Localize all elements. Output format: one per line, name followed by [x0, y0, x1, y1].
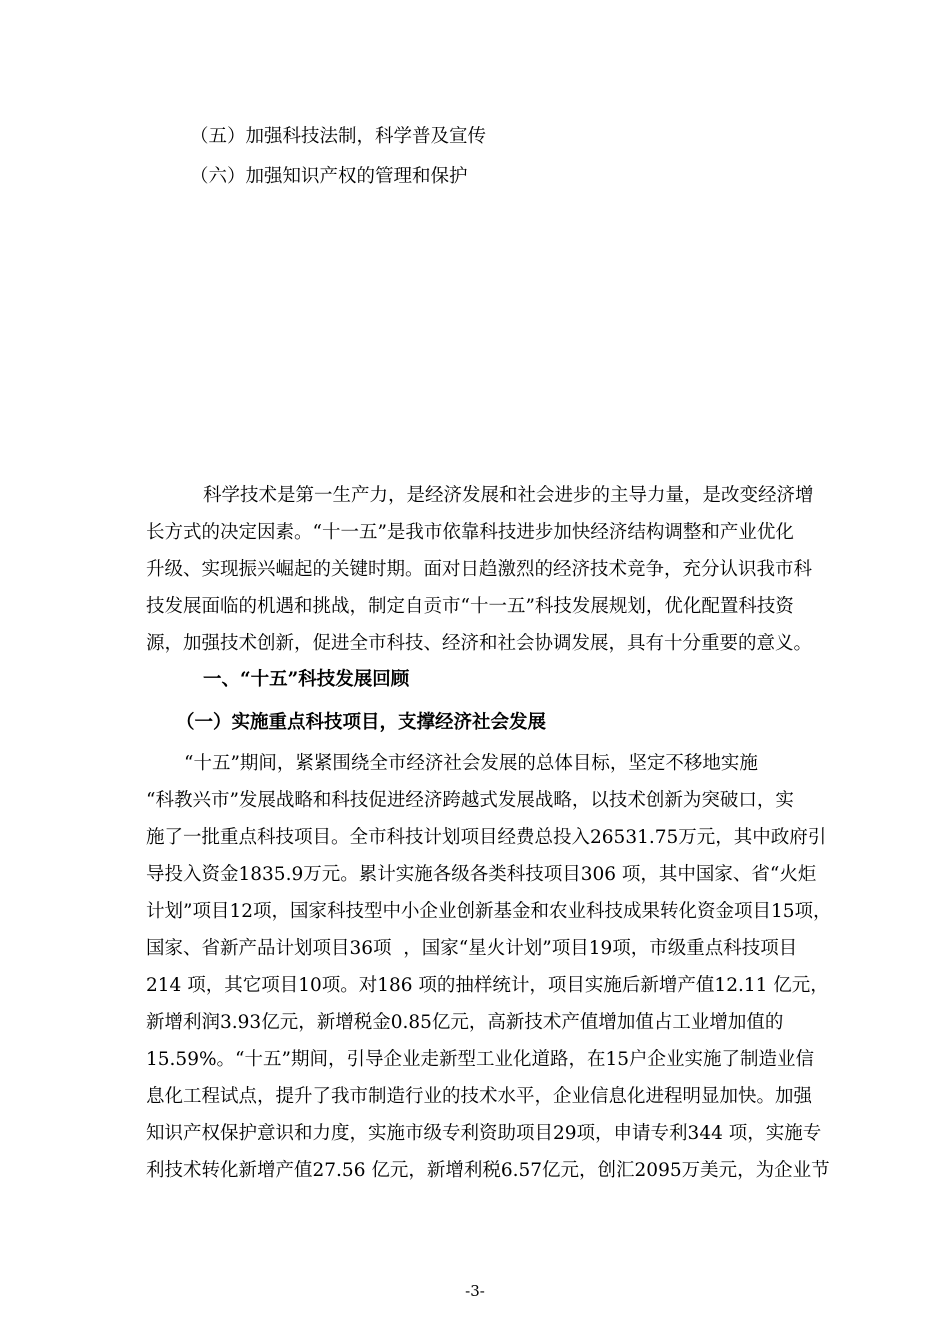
- toc-item-6: （六）加强知识产权的管理和保护: [190, 166, 468, 187]
- intro-line: 源，加强技术创新，促进全市科技、经济和社会协调发展，具有十分重要的意义。: [146, 633, 813, 654]
- body-line: 施了一批重点科技项目。全市科技计划项目经费总投入26531.75万元，其中政府引: [146, 827, 827, 848]
- subsection-heading: （一）实施重点科技项目，支撑经济社会发展: [176, 712, 547, 733]
- page-number: -3-: [465, 1282, 485, 1300]
- intro-line: 技发展面临的机遇和挑战，制定自贡市“十一五”科技发展规划，优化配置科技资: [146, 596, 794, 617]
- body-line: 15.59%。“十五”期间，引导企业走新型工业化道路，在15户企业实施了制造业信: [146, 1049, 814, 1070]
- intro-line: 科学技术是第一生产力，是经济发展和社会进步的主导力量，是改变经济增: [203, 485, 814, 506]
- body-line: 新增利润3.93亿元，新增税金0.85亿元，高新技术产值增加值占工业增加值的: [146, 1012, 784, 1033]
- body-line: 利技术转化新增产值27.56 亿元，新增利税6.57亿元，创汇2095万美元，为企业节: [146, 1160, 830, 1181]
- section-heading: 一、“十五”科技发展回顾: [203, 669, 410, 690]
- body-line: “十五”期间，紧紧围绕全市经济社会发展的总体目标，坚定不移地实施: [184, 753, 758, 774]
- body-line: 息化工程试点，提升了我市制造行业的技术水平，企业信息化进程明显加快。加强: [146, 1086, 813, 1107]
- intro-line: 长方式的决定因素。“十一五”是我市依靠科技进步加快经济结构调整和产业优化: [146, 522, 794, 543]
- body-line: 导投入资金1835.9万元。累计实施各级各类科技项目306 项，其中国家、省“火炬: [146, 864, 817, 885]
- body-line: “科教兴市”发展战略和科技促进经济跨越式发展战略，以技术创新为突破口，实: [146, 790, 794, 811]
- body-line: 知识产权保护意识和力度，实施市级专利资助项目29项，申请专利344 项，实施专: [146, 1123, 822, 1144]
- body-line: 214 项，其它项目10项。对186 项的抽样统计，项目实施后新增产值12.11 亿元，: [146, 975, 829, 996]
- body-line: 计划”项目12项，国家科技型中小企业创新基金和农业科技成果转化资金项目15项，: [146, 901, 832, 922]
- intro-line: 升级、实现振兴崛起的关键时期。面对日趋激烈的经济技术竞争，充分认识我市科: [146, 559, 813, 580]
- toc-item-5: （五）加强科技法制，科学普及宣传: [190, 126, 487, 147]
- body-line: 国家、省新产品计划项目36项 ，国家“星火计划”项目19项，市级重点科技项目: [146, 938, 798, 959]
